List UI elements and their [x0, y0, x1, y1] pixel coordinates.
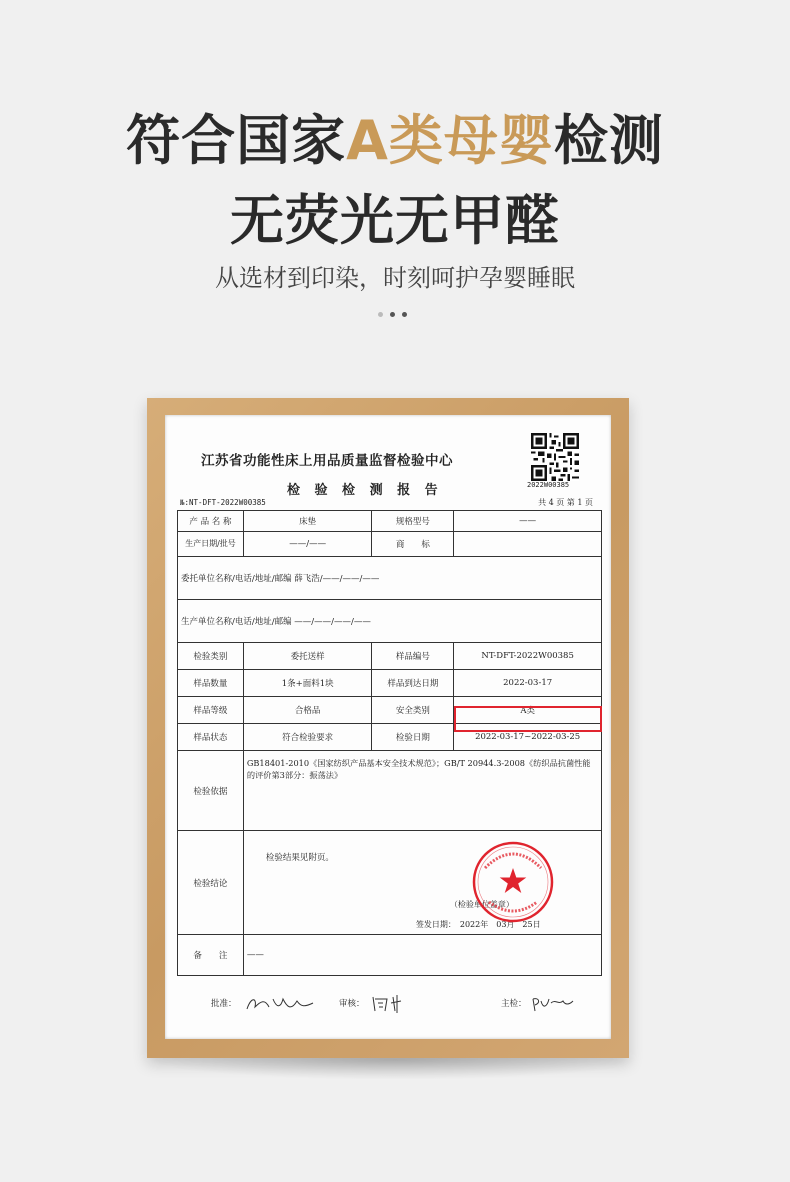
value-quantity: 1条+面料1块 [243, 670, 372, 697]
value-sample-no: NT-DFT-2022W00385 [454, 643, 602, 670]
row-maker [178, 600, 602, 643]
label-remark: 备 注 [178, 935, 244, 976]
qr-number: 2022W00385 [527, 481, 570, 489]
carousel-dots [375, 312, 415, 320]
value-grade: 合格品 [243, 697, 372, 724]
label-review: 审核： [339, 999, 365, 1009]
value-product: 床垫 [243, 511, 372, 532]
label-grade: 样品等级 [178, 697, 244, 724]
headline-line1 [0, 108, 790, 174]
label-approve: 批准： [211, 999, 237, 1009]
label-test-date: 检验日期 [372, 724, 454, 751]
label-basis: 检验依据 [178, 751, 244, 831]
label-main: 主检： [501, 999, 527, 1009]
value-maker: ——/——/——/—— [294, 617, 371, 627]
headline-part1: 符合国家 [126, 109, 347, 172]
qr-code-icon [531, 433, 579, 481]
value-test-type: 委托送样 [243, 643, 372, 670]
value-production-date: ——/—— [243, 532, 372, 557]
value-client: 薛飞浩/——/——/—— [294, 574, 380, 584]
value-trademark [454, 532, 602, 557]
label-test-type: 检验类别 [178, 643, 244, 670]
label-model: 规格型号 [372, 511, 454, 532]
value-test-date: 2022-03-17~2022-03-25 [454, 724, 602, 751]
value-model: —— [454, 511, 602, 532]
page-info: 共 4 页 第 1 页 [538, 498, 593, 507]
value-basis: GB18401-2010《国家纺织产品基本安全技术规范》；GB/T 20944.3-2008《纺织品抗菌性能的评价第3部分：振荡法》 [243, 751, 601, 831]
review-signature-icon [369, 993, 429, 1015]
carousel-dot[interactable] [378, 312, 383, 317]
label-quantity: 样品数量 [178, 670, 244, 697]
headline-highlight: A类母婴 [346, 109, 554, 172]
carousel-dot-active[interactable] [390, 312, 395, 317]
value-arrival-date: 2022-03-17 [454, 670, 602, 697]
label-product: 产 品 名 称 [178, 511, 244, 532]
label-conclusion: 检验结论 [178, 831, 244, 935]
main-signature-icon [529, 993, 589, 1015]
label-trademark: 商 标 [372, 532, 454, 557]
label-safety-class: 安全类别 [372, 697, 454, 724]
headline-part2: 检测 [553, 109, 664, 172]
official-seal-stamp [471, 840, 555, 924]
seal-note: （检验单位盖章） [449, 900, 514, 909]
approve-signature-icon [243, 993, 323, 1015]
document-number: №:NT-DFT-2022W00385 [180, 498, 266, 507]
subline: 从选材到印染，时刻呵护孕婴睡眠 [215, 264, 575, 292]
value-safety-class: A类 [454, 697, 602, 724]
test-report-paper [165, 415, 611, 1039]
signature-row [211, 993, 601, 1015]
label-arrival-date: 样品到达日期 [372, 670, 454, 697]
value-remark: —— [243, 935, 601, 976]
label-status: 样品状态 [178, 724, 244, 751]
headline-line2: 无荧光无甲醛 [230, 189, 560, 252]
carousel-dot[interactable] [402, 312, 407, 317]
row-client [178, 557, 602, 600]
highlight-box-safety-class [454, 706, 602, 732]
report-org: 江苏省功能性床上用品质量监督检验中心 [201, 453, 453, 469]
wooden-frame [147, 398, 629, 1058]
label-sample-no: 样品编号 [372, 643, 454, 670]
value-status: 符合检验要求 [243, 724, 372, 751]
label-client: 委托单位名称/电话/地址/邮编 [181, 574, 292, 584]
label-production-date: 生产日期/批号 [178, 532, 244, 557]
value-conclusion: 检验结果见附页。 [265, 853, 334, 863]
issue-date: 签发日期： 2022年 03月 25日 [415, 920, 541, 929]
label-maker: 生产单位名称/电话/地址/邮编 [181, 617, 292, 627]
report-title: 检 验 检 测 报 告 [287, 483, 443, 498]
